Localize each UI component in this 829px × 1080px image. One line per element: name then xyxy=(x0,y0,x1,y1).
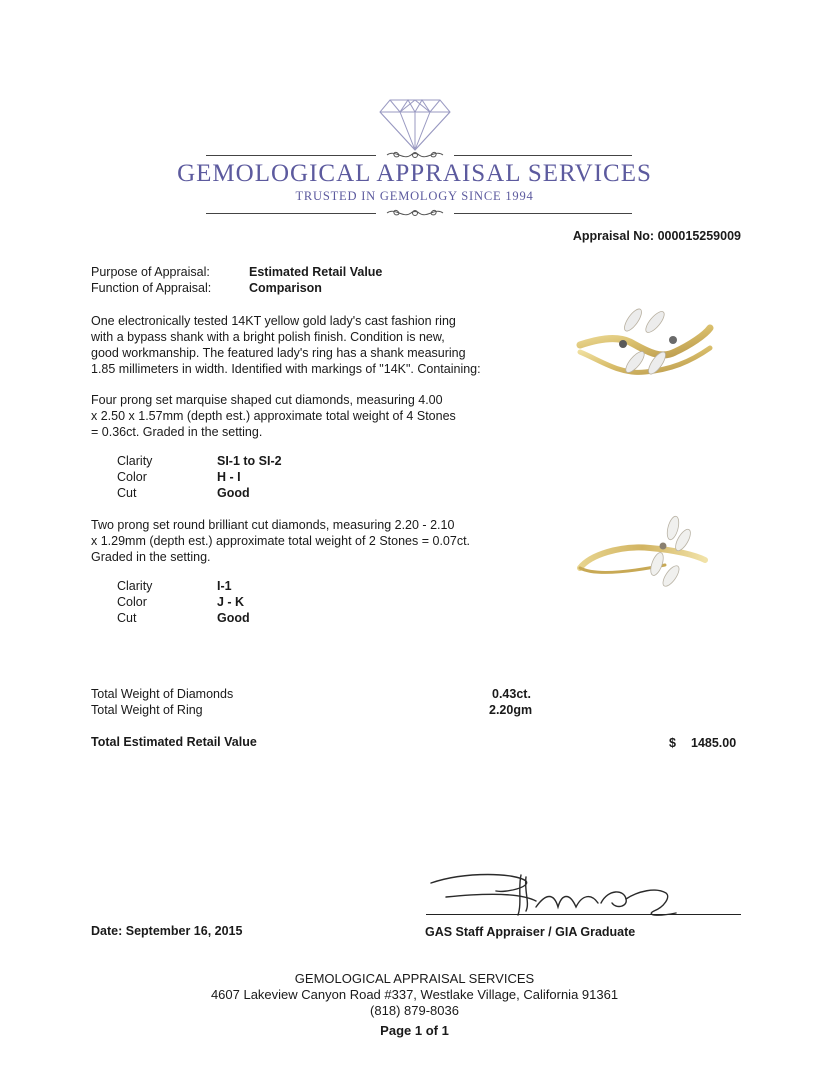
diamond-logo-icon xyxy=(378,92,452,152)
description-line: with a bypass shank with a bright polish finish. Condition is new, xyxy=(91,330,445,344)
stones2-line: Graded in the setting. xyxy=(91,550,211,564)
total-diamond-weight-label: Total Weight of Diamonds xyxy=(91,687,234,701)
currency-symbol: $ xyxy=(669,736,676,750)
stones1-line: Four prong set marquise shaped cut diamonds, measuring 4.00 xyxy=(91,393,443,407)
header-rule-top-left xyxy=(206,155,376,156)
stones2-line: Two prong set round brilliant cut diamonds, measuring 2.20 - 2.10 xyxy=(91,518,455,532)
stones1-cut-value: Good xyxy=(217,486,250,500)
function-value: Comparison xyxy=(249,281,322,295)
stones2-color-value: J - K xyxy=(217,595,245,609)
stones2-cut-label: Cut xyxy=(117,611,137,625)
stones1-cut-label: Cut xyxy=(117,486,137,500)
function-label: Function of Appraisal: xyxy=(91,281,212,295)
signature-caption: GAS Staff Appraiser / GIA Graduate xyxy=(425,925,636,939)
header-rule-bottom-left xyxy=(206,213,376,214)
total-retail-value-label: Total Estimated Retail Value xyxy=(91,735,257,749)
stones2-line: x 1.29mm (depth est.) approximate total weight of 2 Stones = 0.07ct. xyxy=(91,534,471,548)
total-ring-weight-label: Total Weight of Ring xyxy=(91,703,203,717)
ring-photo-top xyxy=(575,300,715,410)
header-rule-bottom-right xyxy=(454,213,632,214)
appraisal-number: Appraisal No: 000015259009 xyxy=(572,229,741,243)
description-line: One electronically tested 14KT yellow gold lady's cast fashion ring xyxy=(91,314,456,328)
stones1-line: x 2.50 x 1.57mm (depth est.) approximate total weight of 4 Stones xyxy=(91,409,456,423)
footer-company: GEMOLOGICAL APPRAISAL SERVICES xyxy=(294,971,535,986)
stones2-color-label: Color xyxy=(117,595,147,609)
footer-address: 4607 Lakeview Canyon Road #337, Westlake Village, California 91361 xyxy=(210,987,619,1002)
appraisal-date: Date: September 16, 2015 xyxy=(91,924,243,938)
ring-description xyxy=(91,313,531,377)
total-ring-weight-value: 2.20gm xyxy=(489,703,533,717)
stones1-clarity-value: SI-1 to SI-2 xyxy=(217,454,282,468)
stones1-description xyxy=(91,392,531,440)
description-line: 1.85 millimeters in width. Identified with markings of "14K". Containing: xyxy=(91,362,481,376)
ring-photo-side xyxy=(575,510,715,610)
description-line: good workmanship. The featured lady's ring has a shank measuring xyxy=(91,346,466,360)
total-diamond-weight-value: 0.43ct. xyxy=(492,687,531,701)
purpose-label: Purpose of Appraisal: xyxy=(91,265,210,279)
stones2-clarity-value: I-1 xyxy=(217,579,232,593)
stones1-line: = 0.36ct. Graded in the setting. xyxy=(91,425,263,439)
signature-line xyxy=(426,914,741,915)
stones1-color-value: H - I xyxy=(217,470,241,484)
flourish-bottom-icon xyxy=(385,206,445,220)
stones1-color-label: Color xyxy=(117,470,147,484)
company-name: GEMOLOGICAL APPRAISAL SERVICES xyxy=(177,160,652,187)
stones2-description xyxy=(91,517,531,565)
stones2-clarity-label: Clarity xyxy=(117,579,153,593)
page-number: Page 1 of 1 xyxy=(380,1023,449,1038)
total-retail-value: 1485.00 xyxy=(691,736,737,750)
company-tagline: TRUSTED IN GEMOLOGY SINCE 1994 xyxy=(295,189,534,203)
header-rule-top-right xyxy=(454,155,632,156)
purpose-value: Estimated Retail Value xyxy=(249,265,383,279)
footer-phone: (818) 879-8036 xyxy=(370,1003,459,1018)
stones1-clarity-label: Clarity xyxy=(117,454,153,468)
stones2-cut-value: Good xyxy=(217,611,250,625)
